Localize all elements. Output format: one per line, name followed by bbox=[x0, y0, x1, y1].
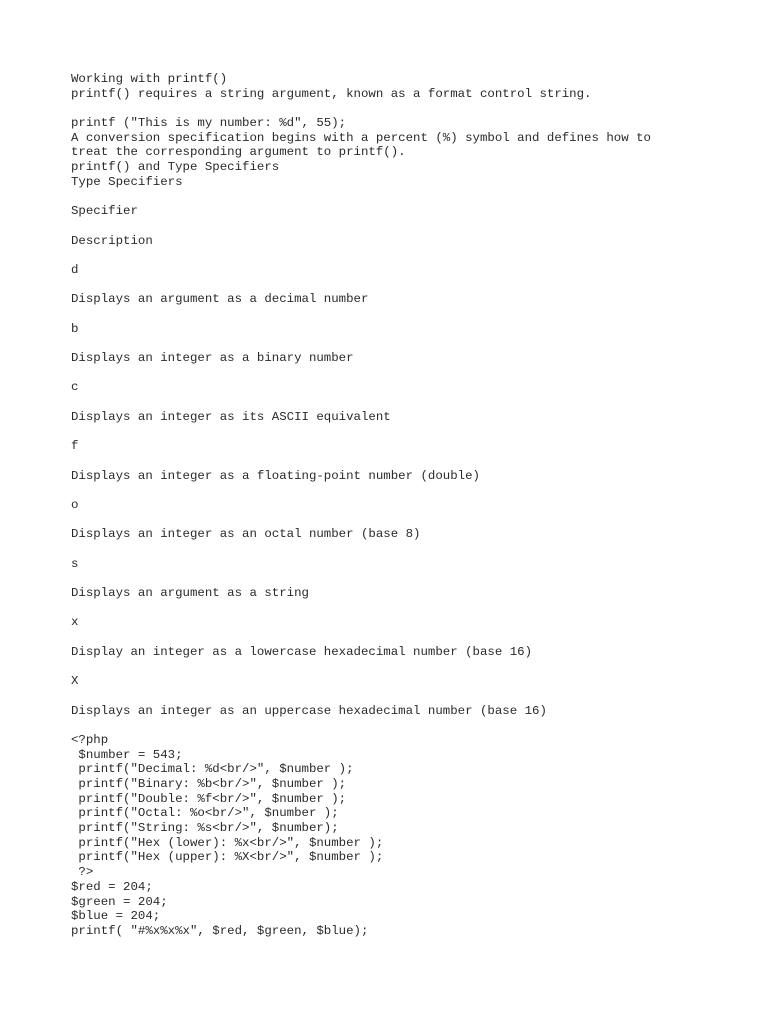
code-line: printf("Binary: %b<br/>", $number ); bbox=[71, 777, 347, 791]
intro-paragraph: printf() requires a string argument, known as a format control string. bbox=[71, 86, 592, 101]
table-cell-spec: s bbox=[71, 556, 79, 571]
table-cell-desc: Displays an argument as a decimal number bbox=[71, 292, 369, 307]
section-title: printf() and Type Specifiers bbox=[71, 160, 280, 175]
example-code: printf ("This is my number: %d", 55); bbox=[71, 116, 347, 131]
table-cell-spec: o bbox=[71, 497, 79, 512]
code-line: <?php bbox=[71, 732, 109, 747]
table-cell-desc: Displays an integer as its ASCII equivalent bbox=[71, 409, 391, 424]
table-cell-desc: Displays an integer as a floating-point number (double) bbox=[71, 468, 480, 483]
table-cell-spec: b bbox=[71, 321, 79, 336]
table-cell-desc: Display an integer as a lowercase hexadecimal number (base 16) bbox=[71, 644, 533, 659]
specifier-table bbox=[71, 190, 751, 719]
table-cell-spec: X bbox=[71, 674, 79, 689]
table-cell-desc: Displays an integer as a binary number bbox=[71, 351, 354, 366]
table-title: Type Specifiers bbox=[71, 174, 183, 189]
code-block bbox=[71, 733, 751, 939]
code-line: printf("Hex (upper): %X<br/>", $number ); bbox=[71, 850, 384, 865]
table-header-specifier: Specifier bbox=[71, 204, 138, 219]
code-line: $green = 204; bbox=[71, 894, 168, 909]
conversion-text-line-2: treat the corresponding argument to printf(). bbox=[71, 145, 406, 160]
doc-heading: Working with printf() bbox=[71, 72, 228, 86]
code-line: $red = 204; bbox=[71, 879, 153, 894]
code-line: ?> bbox=[71, 865, 94, 880]
table-cell-spec: f bbox=[71, 439, 79, 454]
table-cell-spec: d bbox=[71, 262, 79, 277]
code-line: printf("Octal: %o<br/>", $number ); bbox=[71, 806, 339, 821]
table-cell-spec: x bbox=[71, 615, 79, 630]
conversion-text-line-1: A conversion specification begins with a percent (%) symbol and defines how to bbox=[71, 130, 651, 145]
table-cell-spec: c bbox=[71, 380, 79, 395]
code-line: $number = 543; bbox=[71, 747, 183, 762]
spacer bbox=[71, 101, 751, 116]
table-cell-desc: Displays an argument as a string bbox=[71, 586, 309, 601]
code-line: printf("Decimal: %d<br/>", $number ); bbox=[71, 762, 354, 777]
document-page bbox=[71, 72, 751, 939]
code-line: printf( "#%x%x%x", $red, $green, $blue); bbox=[71, 923, 369, 938]
table-cell-desc: Displays an integer as an uppercase hexadecimal number (base 16) bbox=[71, 703, 547, 718]
code-line: printf("Hex (lower): %x<br/>", $number ); bbox=[71, 835, 384, 850]
code-line: printf("Double: %f<br/>", $number ); bbox=[71, 791, 347, 806]
table-header-description: Description bbox=[71, 233, 153, 248]
code-line: $blue = 204; bbox=[71, 909, 161, 924]
table-cell-desc: Displays an integer as an octal number (base 8) bbox=[71, 527, 421, 542]
code-line: printf("String: %s<br/>", $number); bbox=[71, 821, 339, 836]
